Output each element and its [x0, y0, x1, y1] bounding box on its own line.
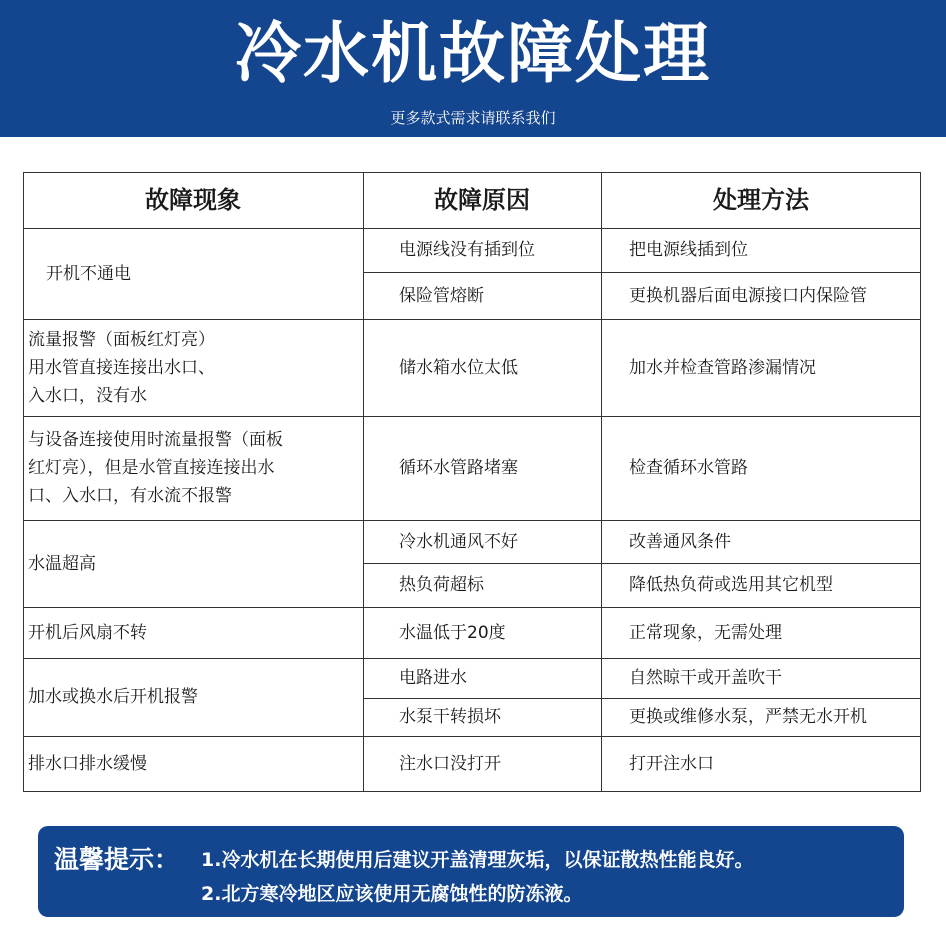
fault-cause-cell: 储水箱水位太低: [399, 357, 518, 378]
fault-solution-cell: 打开注水口: [629, 753, 714, 774]
phenomenon-line: 流量报警（面板红灯亮）: [28, 329, 215, 350]
page-title: 冷水机故障处理: [235, 15, 711, 92]
fault-cause-cell: 水温低于20度: [399, 622, 506, 643]
table-header-cell: 故障现象: [145, 186, 241, 214]
fault-cause-cell: 电路进水: [399, 668, 467, 688]
table-header-cell: 故障原因: [434, 186, 530, 214]
table-column-divider: [601, 172, 602, 792]
fault-phenomenon-cell: [23, 520, 363, 607]
fault-phenomenon-cell: [23, 416, 363, 520]
fault-phenomenon-cell: [23, 228, 363, 319]
fault-solution-cell: 降低热负荷或选用其它机型: [629, 575, 833, 595]
fault-solution-cell: 加水并检查管路渗漏情况: [629, 357, 816, 378]
fault-cause-cell: 冷水机通风不好: [399, 531, 518, 552]
tip-line-2: 2.北方寒冷地区应该使用无腐蚀性的防冻液。: [201, 883, 583, 905]
phenomenon-line: 入水口，没有水: [28, 385, 147, 406]
phenomenon-line: 开机后风扇不转: [28, 622, 147, 643]
phenomenon-line: 开机不通电: [46, 263, 131, 284]
contact-subtitle: 更多款式需求请联系我们: [390, 109, 556, 127]
phenomenon-line: 水温超高: [28, 553, 96, 574]
tip-line-1: 1.冷水机在长期使用后建议开盖清理灰垢，以保证散热性能良好。: [201, 849, 754, 871]
tips-label: 温馨提示：: [54, 845, 180, 874]
fault-solution-cell: 正常现象，无需处理: [629, 622, 782, 643]
phenomenon-line: 加水或换水后开机报警: [28, 687, 198, 707]
fault-cause-cell: 注水口没打开: [399, 753, 501, 774]
fault-phenomenon-cell: [23, 607, 363, 658]
fault-solution-cell: 检查循环水管路: [629, 458, 748, 478]
fault-cause-cell: 水泵干转损坏: [399, 707, 501, 727]
fault-phenomenon-cell: [23, 736, 363, 791]
table-column-divider: [23, 172, 24, 792]
fault-phenomenon-cell: [23, 658, 363, 736]
table-row-divider: [23, 791, 921, 792]
fault-phenomenon-cell: [23, 319, 363, 416]
fault-cause-cell: 电源线没有插到位: [399, 240, 535, 260]
phenomenon-line: 与设备连接使用时流量报警（面板: [28, 430, 283, 450]
fault-cause-cell: 保险管熔断: [399, 285, 484, 306]
phenomenon-line: 红灯亮），但是水管直接连接出水: [28, 458, 275, 478]
fault-cause-cell: 循环水管路堵塞: [399, 458, 518, 478]
fault-cause-cell: 热负荷超标: [399, 575, 484, 595]
fault-table: [23, 172, 921, 792]
fault-solution-cell: 把电源线插到位: [629, 240, 748, 260]
table-border-top: [23, 172, 921, 173]
page-header-banner: [0, 0, 946, 137]
phenomenon-line: 口、入水口，有水流不报警: [28, 486, 232, 506]
fault-solution-cell: 改善通风条件: [629, 531, 731, 552]
phenomenon-line: 用水管直接连接出水口、: [28, 357, 215, 378]
fault-solution-cell: 自然晾干或开盖吹干: [629, 668, 782, 688]
table-column-divider: [920, 172, 921, 792]
fault-solution-cell: 更换机器后面电源接口内保险管: [629, 285, 867, 306]
warm-tips-box: [38, 826, 904, 917]
fault-solution-cell: 更换或维修水泵，严禁无水开机: [629, 707, 867, 727]
table-column-divider: [363, 172, 364, 792]
phenomenon-line: 排水口排水缓慢: [28, 753, 147, 774]
table-header-cell: 处理方法: [713, 186, 809, 214]
